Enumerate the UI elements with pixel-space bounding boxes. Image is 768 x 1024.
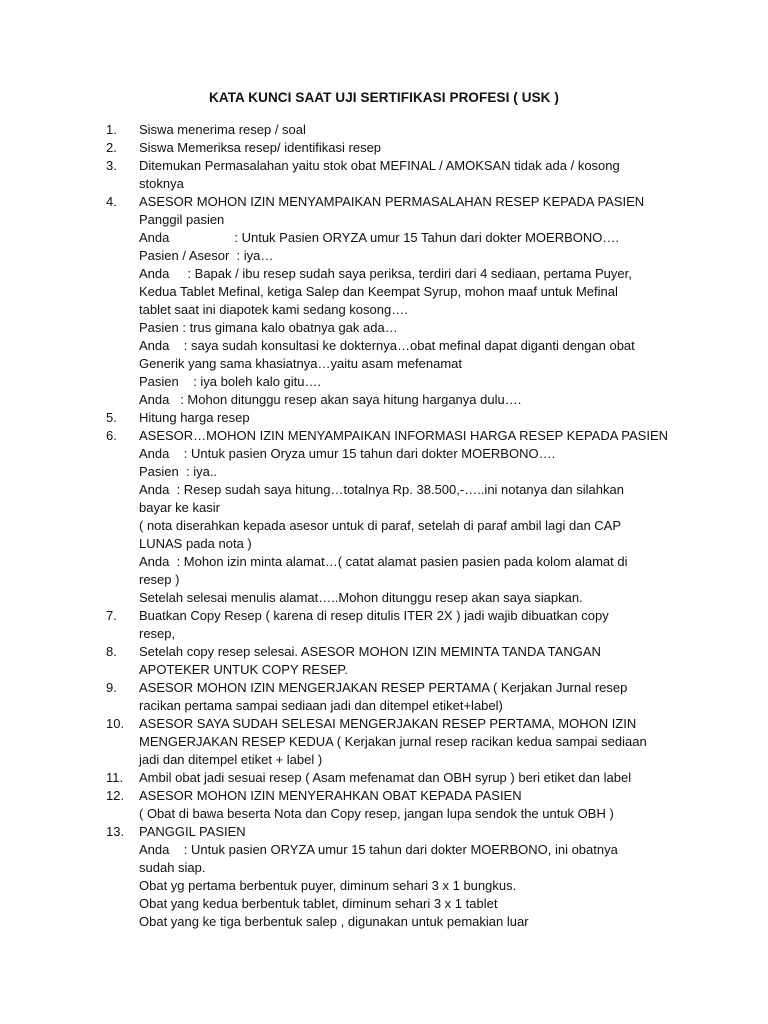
- list-item-line: Setelah selesai menulis alamat…..Mohon ditunggu resep akan saya siapkan.: [139, 590, 583, 605]
- list-item: [106, 139, 706, 157]
- list-item: [106, 769, 706, 787]
- list-item-line: Obat yang kedua berbentuk tablet, diminum sehari 3 x 1 tablet: [139, 896, 498, 911]
- list-item-line: Ambil obat jadi sesuai resep ( Asam mefenamat dan OBH syrup ) beri etiket dan label: [139, 770, 632, 785]
- list-item-line: Anda : Bapak / ibu resep sudah saya periksa, terdiri dari 4 sediaan, pertama Puyer,: [139, 266, 632, 281]
- list-item-number: 2.: [106, 140, 117, 155]
- list-item-line: LUNAS pada nota ): [139, 536, 252, 551]
- list-item-line: Pasien : iya boleh kalo gitu….: [139, 374, 322, 389]
- list-item-line: Anda : saya sudah konsultasi ke dokternya…obat mefinal dapat diganti dengan obat: [139, 338, 635, 353]
- list-item-line: ASESOR MOHON IZIN MENYERAHKAN OBAT KEPADA PASIEN: [139, 788, 522, 803]
- list-item-line: Hitung harga resep: [139, 410, 250, 425]
- list-item-number: 1.: [106, 122, 117, 137]
- list-item: [106, 607, 706, 643]
- list-item-line: bayar ke kasir: [139, 500, 220, 515]
- document-title: KATA KUNCI SAAT UJI SERTIFIKASI PROFESI ( USK ): [209, 90, 559, 105]
- list-item-line: tablet saat ini diapotek kami sedang kosong….: [139, 302, 408, 317]
- list-item-number: 9.: [106, 680, 117, 695]
- list-item: [106, 823, 706, 931]
- list-item-line: Anda : Resep sudah saya hitung…totalnya Rp. 38.500,-…..ini notanya dan silahkan: [139, 482, 624, 497]
- list-item-line: ( Obat di bawa beserta Nota dan Copy resep, jangan lupa sendok the untuk OBH ): [139, 806, 614, 821]
- list-item-line: Buatkan Copy Resep ( karena di resep ditulis ITER 2X ) jadi wajib dibuatkan copy: [139, 608, 609, 623]
- list-item-line: Anda : Untuk Pasien ORYZA umur 15 Tahun dari dokter MOERBONO….: [139, 230, 619, 245]
- list-item-number: 11.: [106, 770, 124, 785]
- list-item-line: Generik yang sama khasiatnya…yaitu asam mefenamat: [139, 356, 462, 371]
- list-item-line: ASESOR…MOHON IZIN MENYAMPAIKAN INFORMASI HARGA RESEP KEPADA PASIEN: [139, 428, 669, 443]
- list-item-number: 13.: [106, 824, 125, 839]
- list-item-line: PANGGIL PASIEN: [139, 824, 246, 839]
- list-item-line: Panggil pasien: [139, 212, 225, 227]
- list-item: [106, 409, 706, 427]
- list-item-line: Anda : Mohon ditunggu resep akan saya hitung harganya dulu….: [139, 392, 522, 407]
- list-item-line: ASESOR SAYA SUDAH SELESAI MENGERJAKAN RESEP PERTAMA, MOHON IZIN: [139, 716, 637, 731]
- list-item-line: Pasien : trus gimana kalo obatnya gak ada…: [139, 320, 398, 335]
- list-item-number: 3.: [106, 158, 117, 173]
- list-item-number: 8.: [106, 644, 117, 659]
- list-item: [106, 679, 706, 715]
- list-item-number: 12.: [106, 788, 125, 803]
- list-item-number: 7.: [106, 608, 117, 623]
- list-item: [106, 787, 706, 823]
- list-item-line: Siswa Memeriksa resep/ identifikasi resep: [139, 140, 382, 155]
- list-item-number: 6.: [106, 428, 117, 443]
- list-item-line: ASESOR MOHON IZIN MENYAMPAIKAN PERMASALAHAN RESEP KEPADA PASIEN: [139, 194, 645, 209]
- list-item-line: resep,: [139, 626, 176, 641]
- list-item-line: Setelah copy resep selesai. ASESOR MOHON IZIN MEMINTA TANDA TANGAN: [139, 644, 601, 659]
- list-item-line: Kedua Tablet Mefinal, ketiga Salep dan Keempat Syrup, mohon maaf untuk Mefinal: [139, 284, 618, 299]
- list-item: [106, 715, 706, 769]
- list-item-line: Anda : Mohon izin minta alamat…( catat alamat pasien pasien pada kolom alamat di: [139, 554, 628, 569]
- list-item: [106, 157, 706, 193]
- list-item-line: resep ): [139, 572, 180, 587]
- list-item: [106, 121, 706, 139]
- list-item-line: APOTEKER UNTUK COPY RESEP.: [139, 662, 349, 677]
- list-item-line: jadi dan ditempel etiket + label ): [139, 752, 323, 767]
- list-item-line: Siswa menerima resep / soal: [139, 122, 306, 137]
- list-item: [106, 427, 706, 607]
- list-item-line: Anda : Untuk pasien ORYZA umur 15 tahun dari dokter MOERBONO, ini obatnya: [139, 842, 618, 857]
- list-item-line: Ditemukan Permasalahan yaitu stok obat MEFINAL / AMOKSAN tidak ada / kosong: [139, 158, 620, 173]
- list-item-line: Obat yg pertama berbentuk puyer, diminum sehari 3 x 1 bungkus.: [139, 878, 517, 893]
- list-item-line: racikan pertama sampai sediaan jadi dan ditempel etiket+label): [139, 698, 503, 713]
- list-item-line: sudah siap.: [139, 860, 206, 875]
- list-item-line: Anda : Untuk pasien Oryza umur 15 tahun dari dokter MOERBONO….: [139, 446, 556, 461]
- list-item-line: ( nota diserahkan kepada asesor untuk di paraf, setelah di paraf ambil lagi dan CAP: [139, 518, 622, 533]
- list-item-line: ASESOR MOHON IZIN MENGERJAKAN RESEP PERTAMA ( Kerjakan Jurnal resep: [139, 680, 628, 695]
- list-item-number: 4.: [106, 194, 117, 209]
- list-item-line: Obat yang ke tiga berbentuk salep , digunakan untuk pemakian luar: [139, 914, 529, 929]
- numbered-list: [106, 121, 706, 931]
- list-item: [106, 193, 706, 409]
- list-item: [106, 643, 706, 679]
- list-item-line: Pasien : iya..: [139, 464, 218, 479]
- list-item-line: stoknya: [139, 176, 184, 191]
- list-item-number: 10.: [106, 716, 125, 731]
- list-item-number: 5.: [106, 410, 117, 425]
- list-item-line: Pasien / Asesor : iya…: [139, 248, 274, 263]
- list-item-line: MENGERJAKAN RESEP KEDUA ( Kerjakan jurnal resep racikan kedua sampai sediaan: [139, 734, 647, 749]
